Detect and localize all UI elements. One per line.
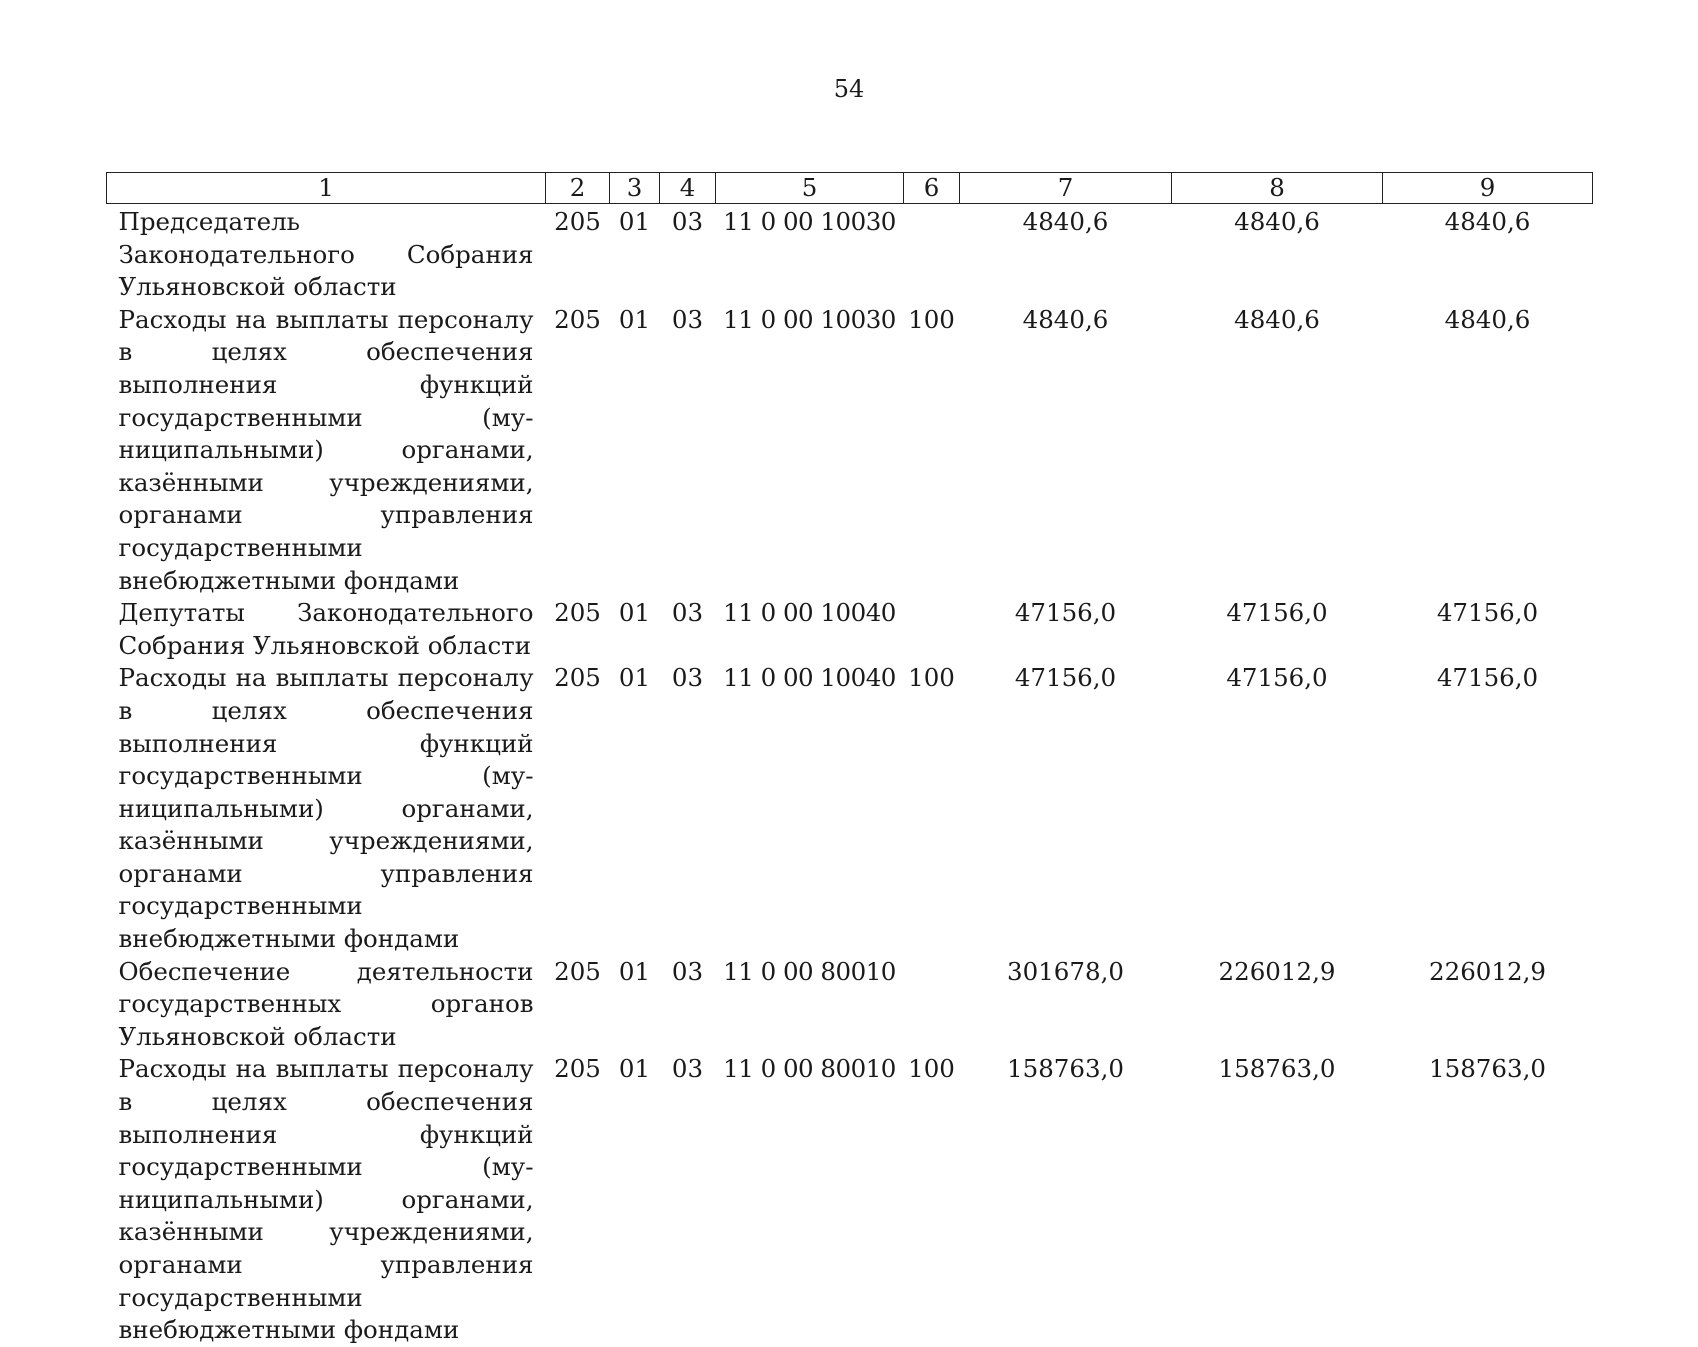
cell-col-2: 205	[554, 304, 601, 334]
cell-col-6	[904, 597, 960, 662]
column-header-5: 5	[716, 173, 904, 204]
cell-col-5: 11 0 00 10040	[723, 598, 896, 628]
table-header-row	[107, 173, 1593, 204]
cell-col-3: 01	[618, 956, 651, 986]
cell-col-5: 11 0 00 10030	[723, 304, 896, 334]
cell-col-8: 4840,6	[1234, 304, 1320, 334]
table-row	[107, 597, 1593, 662]
cell-col-4: 03	[671, 304, 704, 334]
row-name: Депутаты Законодательного Собрания Ульяновской области	[118, 598, 534, 660]
cell-col-4: 03	[671, 207, 704, 236]
cell-col-3: 01	[618, 663, 651, 693]
cell-col-9: 47156,0	[1436, 598, 1539, 628]
cell-col-9: 158763,0	[1429, 1054, 1546, 1084]
cell-col-2: 205	[554, 207, 601, 236]
cell-col-9: 4840,6	[1444, 304, 1531, 334]
cell-col-8: 47156,0	[1226, 598, 1328, 628]
page-number: 54	[833, 75, 865, 103]
row-name: Председатель Законодательного Собрания Ульяновской области	[118, 207, 534, 302]
cell-col-7: 4840,6	[1022, 207, 1109, 236]
cell-col-4: 03	[671, 956, 704, 986]
table-row	[107, 1053, 1593, 1346]
column-header-9: 9	[1383, 173, 1593, 204]
cell-col-3: 01	[618, 1054, 651, 1084]
cell-col-4: 03	[671, 598, 704, 628]
cell-col-5: 11 0 00 10040	[723, 663, 896, 693]
cell-col-4: 03	[671, 663, 704, 693]
cell-col-6: 100	[908, 663, 955, 693]
cell-col-9: 226012,9	[1429, 956, 1546, 986]
cell-col-6	[904, 956, 960, 1054]
cell-col-6: 100	[908, 1054, 955, 1084]
cell-col-2: 205	[554, 1054, 601, 1084]
row-name: Расходы на выплаты персоналу в целях обеспечения выполнения функций государственными (муниципальными) органами, казёнными учреждениями, органами управления государственными внебюджетными фондами	[118, 1054, 534, 1345]
table-row	[107, 956, 1593, 1054]
cell-col-2: 205	[554, 663, 601, 693]
cell-col-8: 4840,6	[1234, 207, 1320, 236]
cell-col-9: 47156,0	[1436, 663, 1539, 693]
cell-col-7: 158763,0	[1007, 1054, 1124, 1084]
cell-col-8: 47156,0	[1226, 663, 1328, 693]
cell-col-7: 4840,6	[1022, 304, 1109, 334]
cell-col-3: 01	[618, 207, 651, 236]
row-name: Обеспечение деятельности государственных органов Ульяновской области	[118, 956, 534, 1051]
cell-col-6	[904, 204, 960, 304]
table-row	[107, 304, 1593, 597]
row-name: Расходы на выплаты персоналу в целях обеспечения выполнения функций государственными (муниципальными) органами, казёнными учреждениями, органами управления государственными внебюджетными фондами	[118, 304, 534, 595]
cell-col-5: 11 0 00 10030	[723, 207, 896, 236]
cell-col-5: 11 0 00 80010	[723, 956, 896, 986]
cell-col-2: 205	[554, 598, 601, 628]
column-header-1: 1	[107, 173, 546, 204]
cell-col-7: 47156,0	[1014, 663, 1117, 693]
table-row	[107, 204, 1593, 304]
cell-col-8: 226012,9	[1218, 956, 1336, 986]
row-name: Расходы на выплаты персоналу в целях обеспечения выполнения функций государственными (муниципальными) органами, казёнными учреждениями, органами управления государственными внебюджетными фондами	[118, 663, 534, 954]
cell-col-4: 03	[671, 1054, 704, 1084]
column-header-3: 3	[610, 173, 660, 204]
cell-col-2: 205	[554, 956, 601, 986]
cell-col-8: 158763,0	[1218, 1054, 1336, 1084]
budget-table	[106, 172, 1593, 1347]
column-header-4: 4	[660, 173, 716, 204]
cell-col-3: 01	[618, 598, 651, 628]
column-header-2: 2	[546, 173, 610, 204]
cell-col-6: 100	[908, 304, 955, 334]
cell-col-5: 11 0 00 80010	[723, 1054, 896, 1084]
column-header-7: 7	[960, 173, 1172, 204]
cell-col-7: 47156,0	[1014, 598, 1117, 628]
cell-col-7: 301678,0	[1007, 956, 1124, 986]
column-header-8: 8	[1172, 173, 1383, 204]
column-header-6: 6	[904, 173, 960, 204]
cell-col-9: 4840,6	[1444, 207, 1531, 236]
cell-col-3: 01	[618, 304, 651, 334]
table-row	[107, 662, 1593, 955]
